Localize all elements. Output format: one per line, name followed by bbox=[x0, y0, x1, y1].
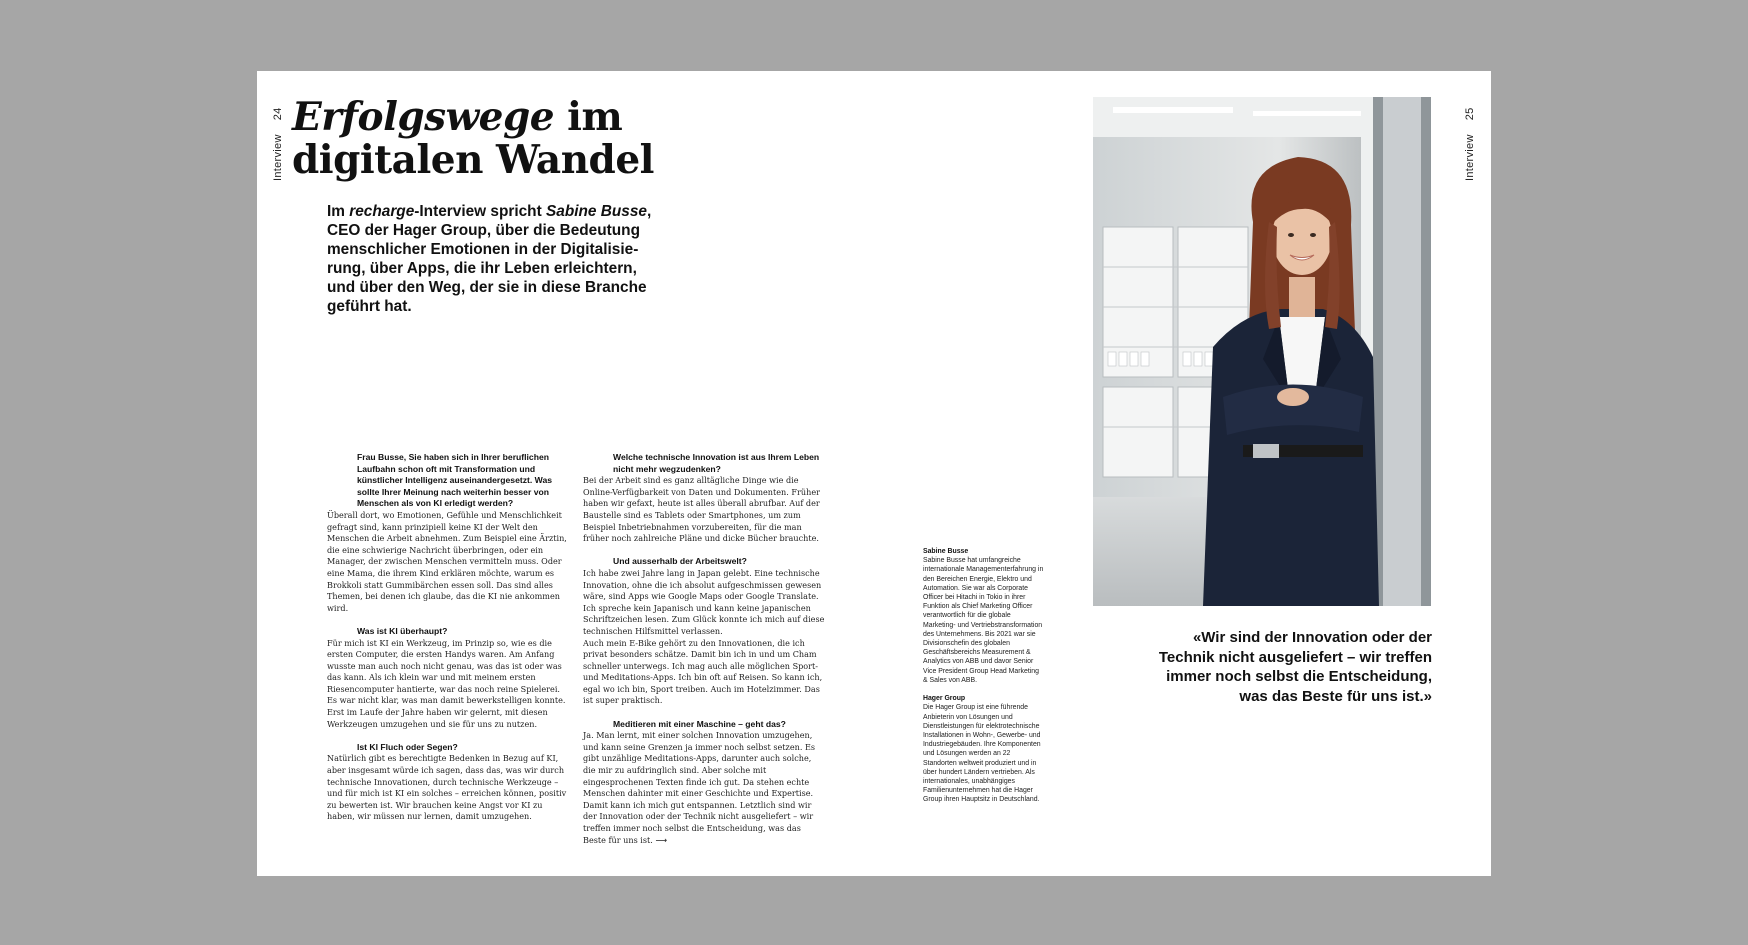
interview-question: Meditieren mit einer Maschine – geht das? bbox=[613, 718, 786, 729]
text-column-1 bbox=[327, 452, 569, 823]
sidebar-text: Die Hager Group ist eine führende Anbieterin von Lösungen und Dienstleistungen für elektrotechnische Installationen in Wohn-, Gewerbe- und Industriegebäuden. Ihre Komponenten und Lösungen werden an 22 Standorten weltweit produziert und in über hundert Ländern vertrieben. Als internationales, unabhängiges Familienunternehmen hat die Hager Group ihren Hauptsitz in Deutschland. bbox=[923, 704, 1041, 804]
sidebar-heading: Hager Group bbox=[923, 695, 966, 703]
interview-answer: Bei der Arbeit sind es ganz alltägliche Dinge wie die Online-Verfügbarkeit von Daten und Dokumenten. Früher haben wir gefaxt, heute ist alles überall abrufbar. Auf der Baustelle sind es Tablets oder Smartphones, um zum Beispiel Inbetriebnahmen vorzubereiten, für die man früher noch zahlreiche Pläne und dicke Bücher brauchte. bbox=[583, 475, 820, 544]
interview-answer: Überall dort, wo Emotionen, Gefühle und Menschlichkeit gefragt sind, kann prinzipiell keine KI der Welt den Menschen die Arbeit abnehmen. Zum Beispiel eine Ärztin, die eine schwierige Nachricht überbringen, oder ein Manager, der zwischen Menschen vermitteln muss. Oder eine Mama, die ihrem Kind erklären möchte, warum es Brokkoli statt Gummibärchen essen soll. Das sind alles Themen, bei denen ich glaube, das die KI nie ankommen wird. bbox=[327, 509, 567, 613]
answer-text: Ja. Man lernt, mit einer solchen Innovation umzugehen, und kann seine Grenzen ja immer noch selbst setzen. Es gibt unzählige Meditations-Apps, darunter auch solche, die mir zu aufdringlich sind. Aber solche mit eingesprochenen Texten finde ich gut. Da stehen echte Menschen dahinter mit einer Geschichte und Expertise. Damit kann ich mich gut entspannen. Letztlich sind wir der Innovation oder der Technik nicht ausgeliefert – wir treffen immer noch selbst die Entscheidung, was das Beste für uns ist. bbox=[583, 730, 816, 845]
headline-italic: Erfolgswege bbox=[292, 94, 555, 140]
lede-text: Im bbox=[327, 203, 350, 220]
arrow-right-icon: ⟶ bbox=[655, 834, 668, 845]
lede-person-name: Sabine Busse bbox=[546, 203, 647, 220]
magazine-spread bbox=[257, 71, 1491, 876]
page-number: 24 bbox=[272, 107, 284, 121]
sidebar-text: Sabine Busse hat umfangreiche internationale Managementerfahrung in den Bereichen Energie, Elektro und Automation. Sie war als Corporate Officer bei Hitachi in Tokio in ihrer Funktion als Chief Marketing Officer verantwortlich für die globale Marketing- und Vertriebstransformation des Unternehmens. Bis 2021 war sie Divisionschefin des globalen Geschäftsbereichs Measurement & Analytics von ABB und davor Senior Vice President Group Head Marketing & Sales von ABB. bbox=[923, 557, 1044, 684]
section-label: Interview bbox=[1464, 134, 1476, 181]
interview-answer: Natürlich gibt es berechtigte Bedenken in Bezug auf KI, aber insgesamt würde ich sagen, dass das, was wir durch technische Innovationen, durch technische Werkzeuge – und für mich ist KI ein solches – erreichen können, positiv zu bewerten ist. Wir brauchen keine Angst vor KI zu haben, wir müssen nur lernen, damit umzugehen. bbox=[327, 753, 567, 822]
bio-sidebar bbox=[923, 547, 1045, 805]
article-lede bbox=[327, 202, 657, 316]
text-column-2 bbox=[583, 452, 825, 846]
pull-quote: «Wir sind der Innovation oder der Technik nicht ausgeliefert – wir treffen immer noch selbst die Entscheidung, was das Beste für uns ist.» bbox=[1158, 629, 1432, 705]
lede-text: -Interview spricht bbox=[414, 203, 546, 220]
folio-left bbox=[272, 107, 284, 181]
lede-magazine-name: recharge bbox=[349, 203, 415, 220]
portrait-photo bbox=[1093, 97, 1431, 606]
interview-question: Frau Busse, Sie haben sich in Ihrer beruflichen Laufbahn schon oft mit Transformation und künstlicher Intelligenz auseinandergesetzt. Was sollte Ihrer Meinung nach weiterhin besser von Menschen als von KI erledigt werden? bbox=[357, 452, 552, 509]
headline-rest: im bbox=[554, 94, 623, 140]
interview-answer: Für mich ist KI ein Werkzeug, im Prinzip so, wie es die ersten Computer, die ersten Handys waren. Am Anfang wusste man auch noch nicht genau, was das ist oder was das kann. Als ich klein war und mit meinem ersten Riesencomputer hantierte, war das noch reine Spielerei. Es war nicht klar, was man damit bewerkstelligen konnte. Erst im Laufe der Jahre haben wir gelernt, mit diesen Werkzeugen umzugehen und sie für uns zu nutzen. bbox=[327, 637, 566, 729]
interview-question: Was ist KI überhaupt? bbox=[357, 625, 448, 636]
folio-right bbox=[1464, 107, 1476, 181]
section-label: Interview bbox=[272, 134, 284, 181]
article-headline bbox=[292, 96, 654, 182]
headline-line2: digitalen Wandel bbox=[292, 137, 654, 183]
interview-question: Welche technische Innovation ist aus Ihrem Leben nicht mehr wegzudenken? bbox=[613, 452, 820, 474]
interview-question: Ist KI Fluch oder Segen? bbox=[357, 741, 458, 752]
interview-answer bbox=[583, 730, 825, 846]
interview-answer: Auch mein E-Bike gehört zu den Innovationen, die ich privat besonders schätze. Damit bin ich in und um Cham schneller unterwegs. Ich mag auch alle möglichen Sport- und Meditations-Apps. Ich bin oft auf Reisen. So kann ich, egal wo ich bin, Sport treiben. Auch im Hotelzimmer. Das ist super praktisch. bbox=[583, 637, 823, 706]
page-number: 25 bbox=[1464, 107, 1476, 121]
lede-text: , CEO der Hager Group, über die Bedeutung menschlicher Emotionen in der Digitalisierung, über Apps, die ihr Leben erleichtern, und über den Weg, der sie in diese Branche geführt hat. bbox=[327, 203, 652, 315]
interview-question: Und ausserhalb der Arbeitswelt? bbox=[613, 556, 747, 567]
interview-answer: Ich habe zwei Jahre lang in Japan gelebt. Eine technische Innovation, ohne die ich absolut aufgeschmissen gewesen wäre, sind Apps wie Google Maps oder Google Translate. Ich spreche kein Japanisch und kann keine japanischen Schriftzeichen lesen. Zum Glück konnte ich mich auf diese technischen Hilfsmittel verlassen. bbox=[583, 567, 825, 636]
sidebar-heading: Sabine Busse bbox=[923, 548, 969, 555]
